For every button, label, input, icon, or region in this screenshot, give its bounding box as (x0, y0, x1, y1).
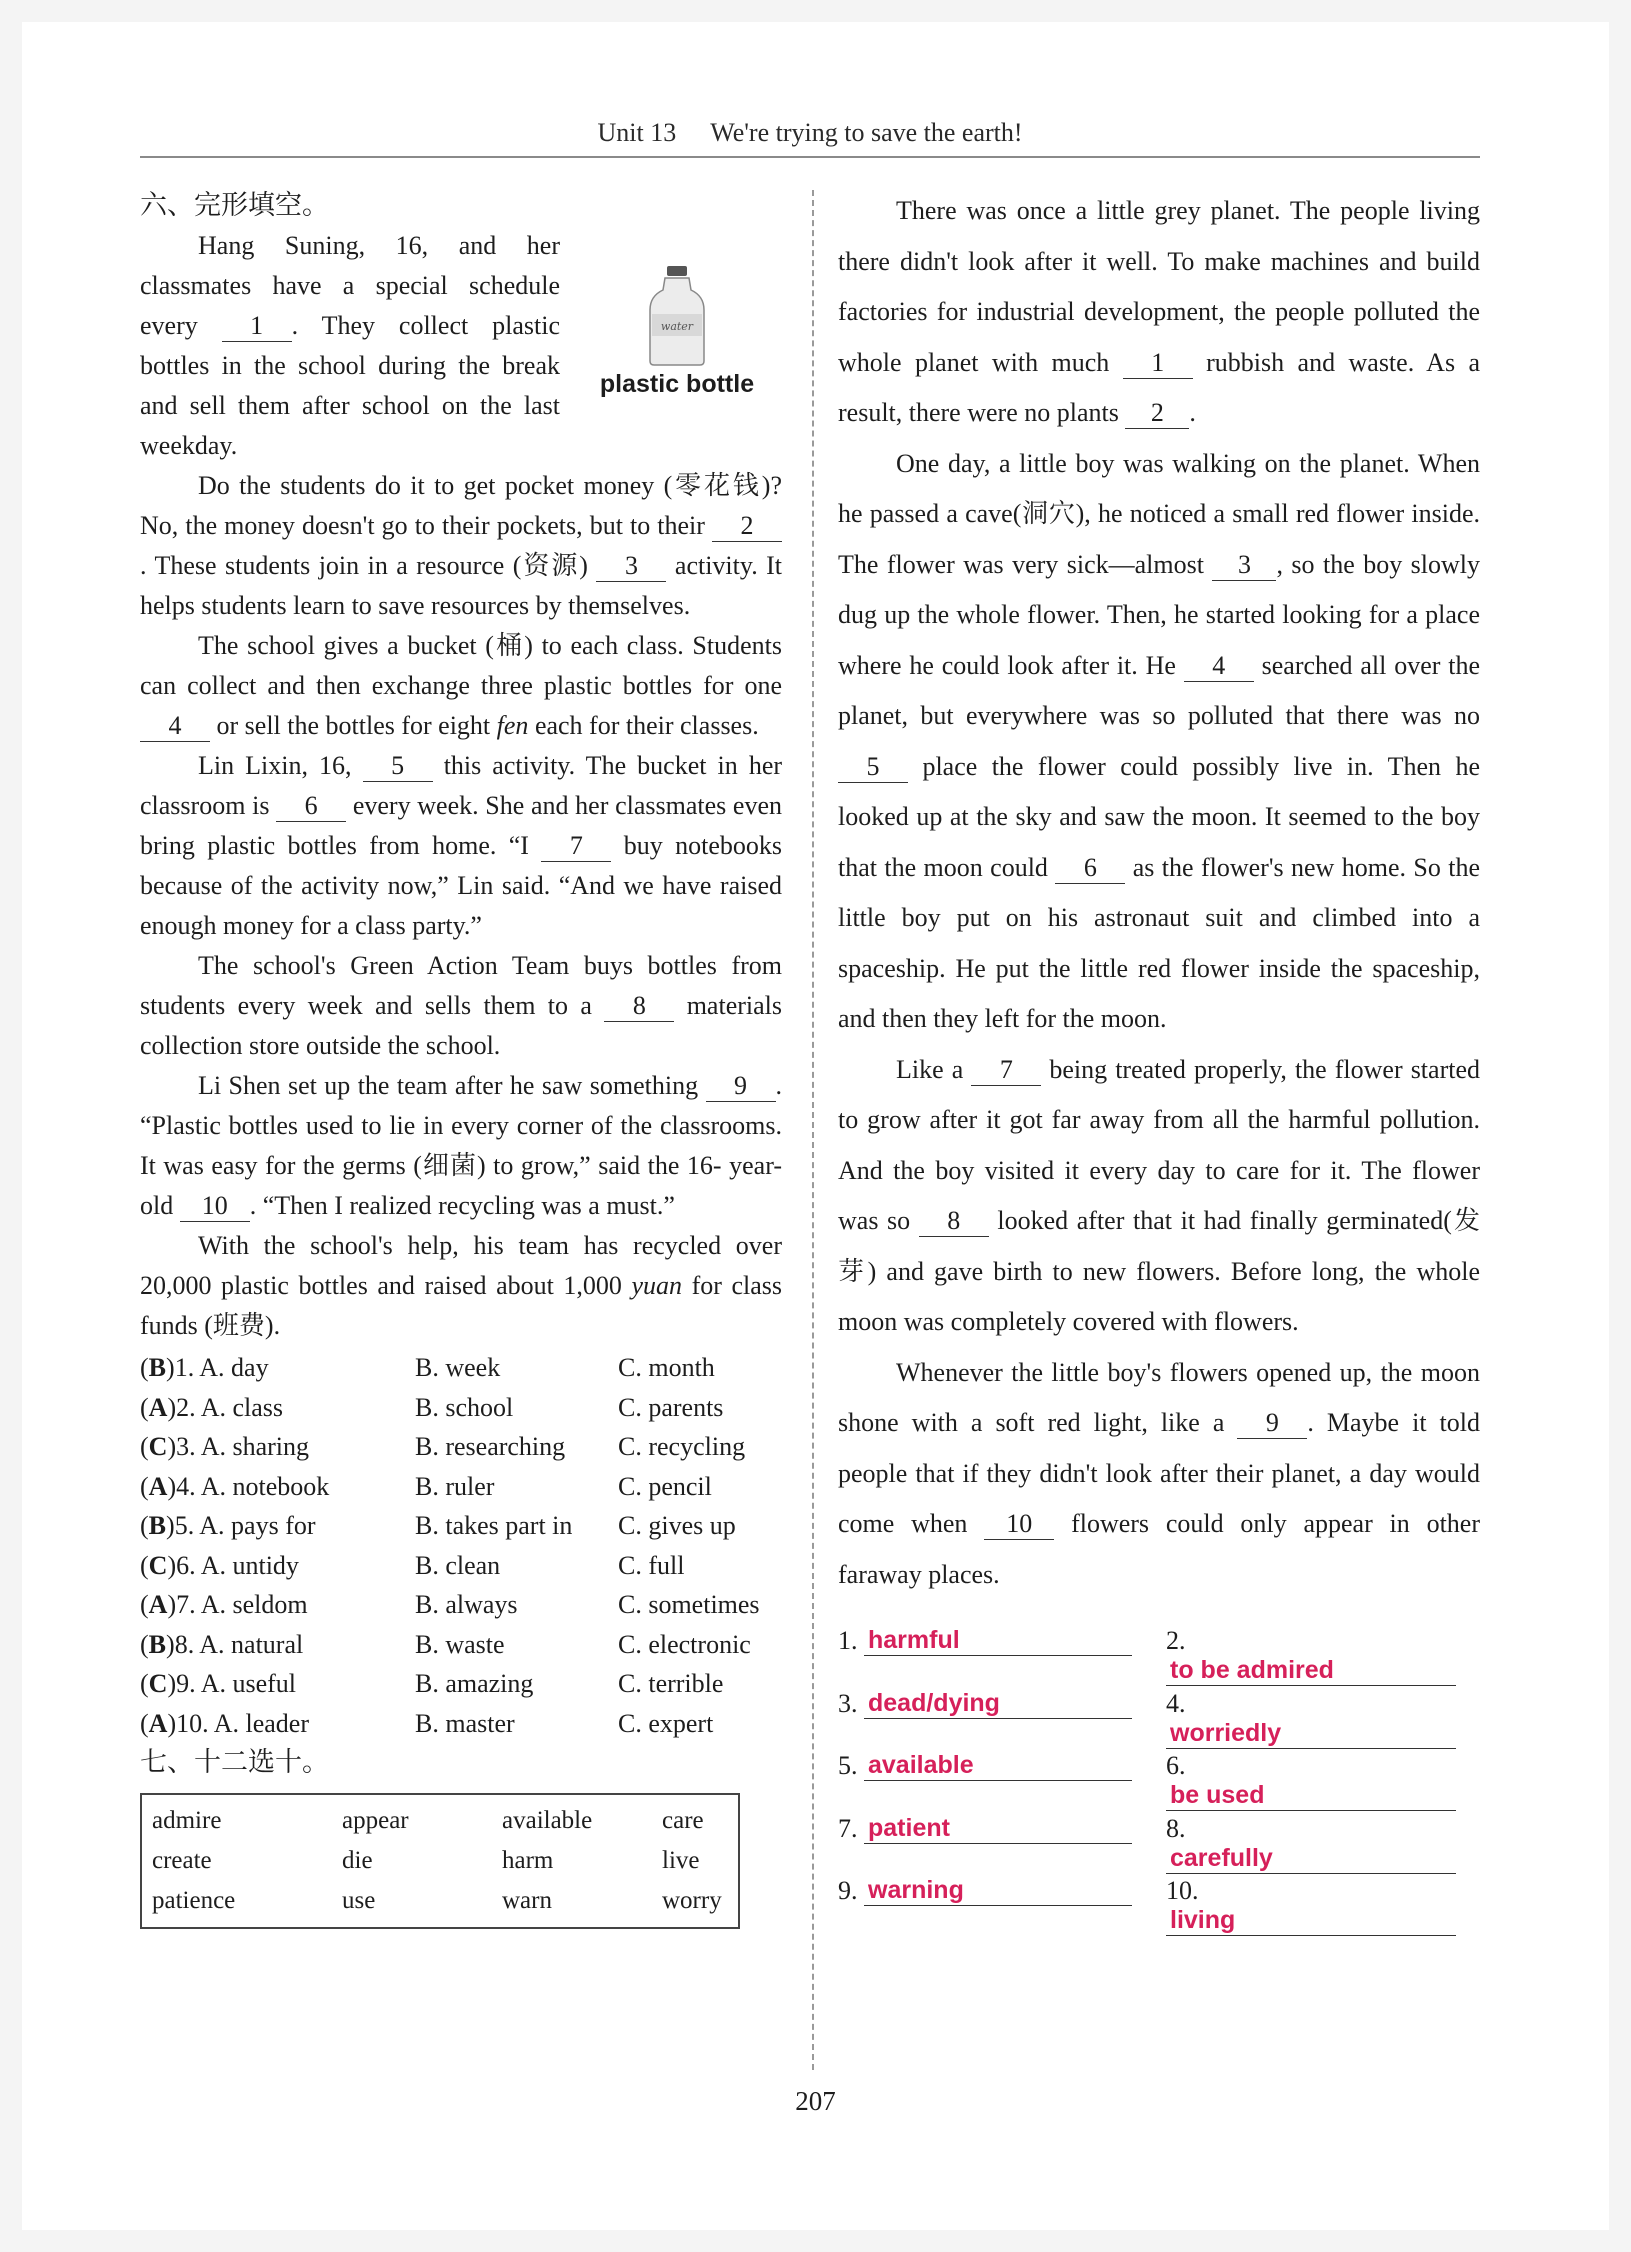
cloze-blank: 10 (984, 1509, 1054, 1540)
answer-list (838, 1626, 1480, 1939)
cloze-blank: 7 (541, 831, 611, 862)
word-box-row: create die harm live (152, 1847, 700, 1874)
column-divider (812, 190, 814, 2070)
option-row: (A)7. A. seldom B. always C. sometimes (140, 1590, 760, 1619)
cloze-blank: 8 (919, 1206, 989, 1237)
cloze-blank: 1 (222, 311, 292, 342)
answer-item: 1. harmful (838, 1626, 1132, 1656)
cloze-paragraph-4: Lin Lixin, 16, 5 this activity. The bucket in her classroom is 6 every week. She and her classmates even bring plastic bottles from home. “I 7 buy notebooks because of the activity now,” Lin said. “And we have raised enough money for a class party.” (140, 751, 783, 940)
plastic-bottle-figure (572, 266, 782, 396)
page-number: 207 (795, 2086, 836, 2116)
cloze-blank: 6 (276, 791, 346, 822)
option-row: (C)9. A. useful B. amazing C. terrible (140, 1669, 724, 1698)
unit-title: We're trying to save the earth! (710, 118, 1023, 147)
cloze-paragraph-2: Do the students do it to get pocket money (零花钱)? No, the money doesn't go to their pockets, but to their 2. These students join in a resource (资源) 3 activity. It helps students learn to save resources by themselves. (140, 471, 783, 620)
cloze-blank: 9 (706, 1071, 776, 1102)
answer-word: patient (864, 1814, 1132, 1844)
cloze-paragraph-1: Hang Suning, 16, and her classmates have a special schedule every 1 . They collect plastic bottles in the school during the break and sell them after school on the last weekday. (140, 231, 560, 460)
cloze-blank: 3 (596, 551, 666, 582)
answer-item: 3. dead/dying (838, 1689, 1132, 1719)
answer-word: to be admired (1166, 1656, 1456, 1686)
answer-item: 7. patient (838, 1814, 1132, 1844)
answer-word: warning (864, 1876, 1132, 1906)
answer-item: 5. available (838, 1751, 1132, 1781)
answer-word: living (1166, 1906, 1456, 1936)
bottle-caption: plastic bottle (599, 370, 755, 398)
option-row: (C)6. A. untidy B. clean C. full (140, 1550, 685, 1580)
cloze-blank: 4 (140, 711, 210, 742)
story-paragraph-1: There was once a little grey planet. The people living there didn't look after it well. To make machines and build factories for industrial development, the people polluted the whole planet with much 1 rubbish and waste. As a result, there were no plants 2 . (838, 196, 1481, 427)
intro-block (140, 226, 782, 466)
unit-label: Unit 13 (597, 118, 677, 147)
section-title-word-choice: 七、十二选十。 (140, 1747, 329, 1778)
answer-word: harmful (864, 1626, 1132, 1656)
bottle-icon (572, 266, 782, 366)
page-header (140, 110, 1480, 158)
cloze-paragraph-3: The school gives a bucket (桶) to each class. Students can collect and then exchange three plastic bottles for one 4 or sell the bottles for eight fen each for their classes. (140, 631, 782, 740)
answer-word: worriedly (1166, 1719, 1456, 1749)
cloze-blank: 2 (1125, 398, 1189, 429)
option-row: (C)3. A. sharing B. researching C. recycling (140, 1432, 746, 1461)
word-box-row: patience use warn worry (152, 1887, 722, 1914)
options-list (140, 1348, 782, 1743)
story-paragraph-3: Like a 7 being treated properly, the flower started to grow after it got far away from all the harmful pollution. And the boy visited it every day to care for it. The flower was so 8 looked after that it had finally germinated(发芽) and gave birth to new flowers. Before long, the whole moon was completely covered with flowers. (838, 1054, 1480, 1336)
story-paragraph-4: Whenever the little boy's flowers opened up, the moon shone with a soft red light, like a 9 . Maybe it told people that if they didn't look after their planet, a day would come when 10 flowers could only appear in other faraway places. (838, 1357, 1481, 1589)
left-column (140, 186, 782, 1929)
answer-item: 4. worriedly (1166, 1689, 1480, 1749)
word-box-row: admire appear available care (152, 1807, 704, 1834)
answer-word: be used (1166, 1781, 1456, 1811)
option-row: (A)4. A. notebook B. ruler C. pencil (140, 1471, 712, 1501)
cloze-blank: 10 (180, 1191, 250, 1222)
word-box (140, 1793, 740, 1929)
cloze-blank: 8 (604, 991, 674, 1022)
cloze-paragraph-6: Li Shen set up the team after he saw something 9 . “Plastic bottles used to lie in every corner of the classrooms. It was easy for the germs (细菌) to grow,” said the 16- year- old 10 . “Then I realized recycling was a must.” (140, 1071, 783, 1220)
option-row: (B)8. A. natural B. waste C. electronic (140, 1629, 751, 1659)
cloze-blank: 6 (1055, 853, 1125, 884)
story-paragraph-2: One day, a little boy was walking on the planet. When he passed a cave(洞穴), he noticed a small red flower inside. The flower was very sick—almost 3 , so the boy slowly dug up the whole flower. Then, he started looking for a place where he could look after it. He 4 searched all over the planet, but everywhere was so polluted that there was no 5 place the flower could possibly live in. Then he looked up at the sky and saw the moon. It seemed to the boy that the moon could 6 as the flower's new home. So the little boy put on his astronaut suit and climbed into a spaceship. He put the little red flower inside the spaceship, and then they left for the moon. (838, 448, 1481, 1033)
option-row: (A)10. A. leader B. master C. expert (140, 1708, 714, 1738)
cloze-blank: 9 (1237, 1408, 1307, 1439)
cloze-blank: 5 (838, 752, 908, 783)
option-row: (B)5. A. pays for B. takes part in C. gives up (140, 1511, 736, 1540)
answer-word: dead/dying (864, 1689, 1132, 1719)
cloze-blank: 4 (1184, 651, 1254, 682)
right-column (838, 186, 1480, 1939)
answer-word: available (864, 1751, 1132, 1781)
cloze-paragraph-7: With the school's help, his team has recycled over 20,000 plastic bottles and raised about 1,000 yuan for class funds (班费). (140, 1231, 783, 1340)
cloze-blank: 1 (1123, 348, 1193, 379)
cloze-blank: 5 (363, 751, 433, 782)
answer-item: 10. living (1166, 1876, 1480, 1936)
cloze-blank: 3 (1212, 550, 1276, 581)
answer-item: 8. carefully (1166, 1814, 1480, 1874)
cloze-paragraph-5: The school's Green Action Team buys bottles from students every week and sells them to a 8 materials collection store outside the school. (140, 951, 782, 1060)
cloze-blank: 2 (712, 511, 782, 542)
option-row: (B)1. A. day B. week C. month (140, 1353, 715, 1382)
section-title-cloze: 六、完形填空。 (140, 190, 329, 221)
answer-item: 6. be used (1166, 1751, 1480, 1811)
answer-item: 9. warning (838, 1876, 1132, 1906)
option-row: (A)2. A. class B. school C. parents (140, 1392, 724, 1422)
cloze-blank: 7 (971, 1055, 1041, 1086)
answer-item: 2. to be admired (1166, 1626, 1480, 1686)
answer-word: carefully (1166, 1844, 1456, 1874)
bottle-word: water (660, 320, 694, 333)
